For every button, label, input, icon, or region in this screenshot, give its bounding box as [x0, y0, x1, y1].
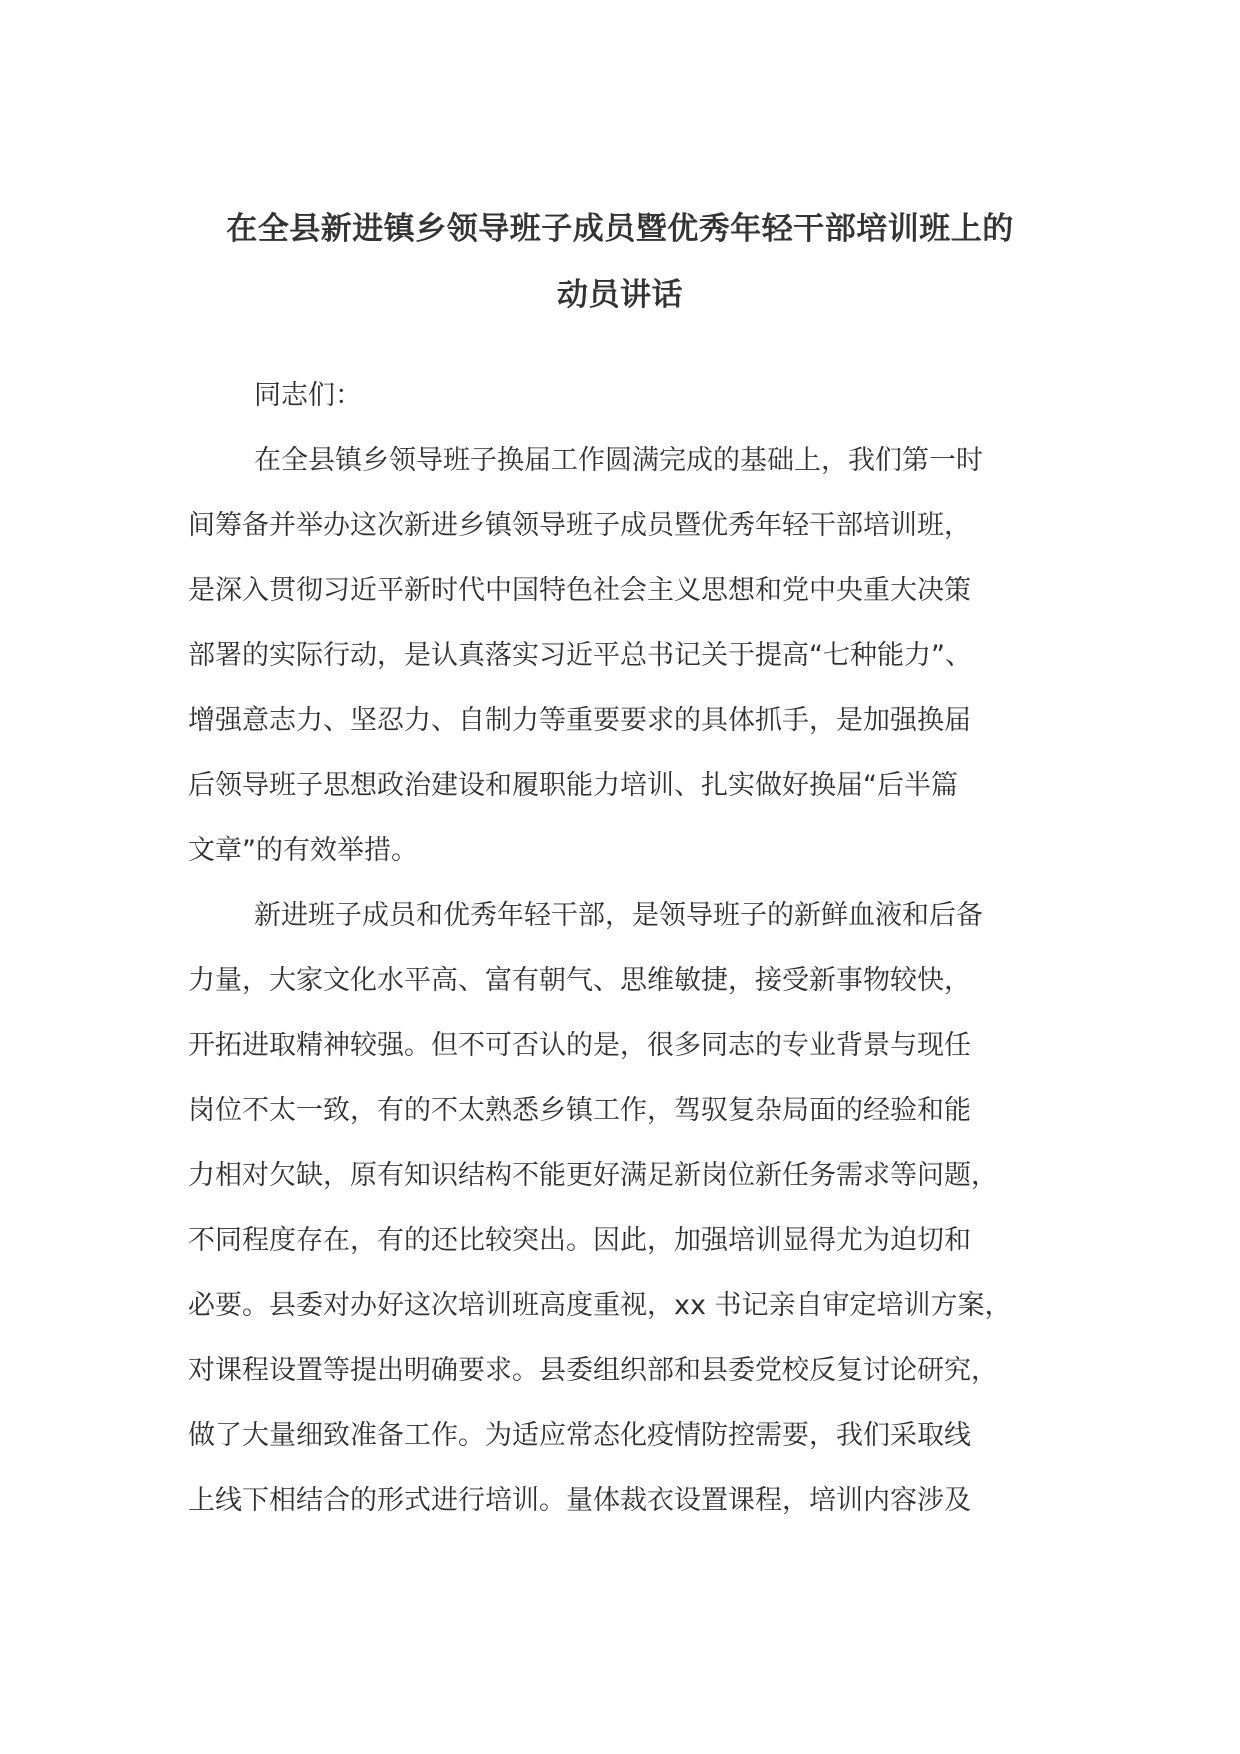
salutation: 同志们：	[254, 380, 362, 411]
paragraph-2-line: 岗位不太一致，有的不太熟悉乡镇工作，驾驭复杂局面的经验和能	[188, 1095, 971, 1126]
document-title	[160, 196, 1080, 328]
paragraph-2-line: 力相对欠缺，原有知识结构不能更好满足新岗位新任务需求等问题，	[188, 1160, 998, 1191]
paragraph-2-line: 必要。县委对办好这次培训班高度重视，xx 书记亲自审定培训方案，	[188, 1290, 1012, 1321]
title-line-1: 在全县新进镇乡领导班子成员暨优秀年轻干部培训班上的	[226, 211, 1014, 247]
paragraph-1-line: 在全县镇乡领导班子换届工作圆满完成的基础上，我们第一时	[254, 445, 983, 476]
paragraph-2-line: 开拓进取精神较强。但不可否认的是，很多同志的专业背景与现任	[188, 1030, 971, 1061]
paragraph-2-line: 新进班子成员和优秀年轻干部，是领导班子的新鲜血液和后备	[254, 900, 983, 931]
paragraph-1-line: 间筹备并举办这次新进乡镇领导班子成员暨优秀年轻干部培训班，	[188, 510, 971, 541]
paragraph-1-line: 增强意志力、坚忍力、自制力等重要要求的具体抓手，是加强换届	[188, 705, 971, 736]
paragraph-2-line: 做了大量细致准备工作。为适应常态化疫情防控需要，我们采取线	[188, 1420, 971, 1451]
paragraph-2-line: 上线下相结合的形式进行培训。量体裁衣设置课程，培训内容涉及	[188, 1485, 971, 1516]
paragraph-2-line: 力量，大家文化水平高、富有朝气、思维敏捷，接受新事物较快，	[188, 965, 971, 996]
paragraph-2-line: 不同程度存在，有的还比较突出。因此，加强培训显得尤为迫切和	[188, 1225, 971, 1256]
paragraph-1-line: 部署的实际行动，是认真落实习近平总书记关于提高“七种能力”、	[188, 640, 972, 671]
paragraph-2-line: 对课程设置等提出明确要求。县委组织部和县委党校反复讨论研究，	[188, 1355, 998, 1386]
paragraph-1-line: 后领导班子思想政治建设和履职能力培训、扎实做好换届“后半篇	[188, 770, 958, 801]
document-body	[188, 363, 1088, 1533]
paragraph-1-line: 文章”的有效举措。	[188, 835, 418, 866]
title-line-2: 动员讲话	[557, 277, 683, 313]
paragraph-1-line: 是深入贯彻习近平新时代中国特色社会主义思想和党中央重大决策	[188, 575, 971, 606]
